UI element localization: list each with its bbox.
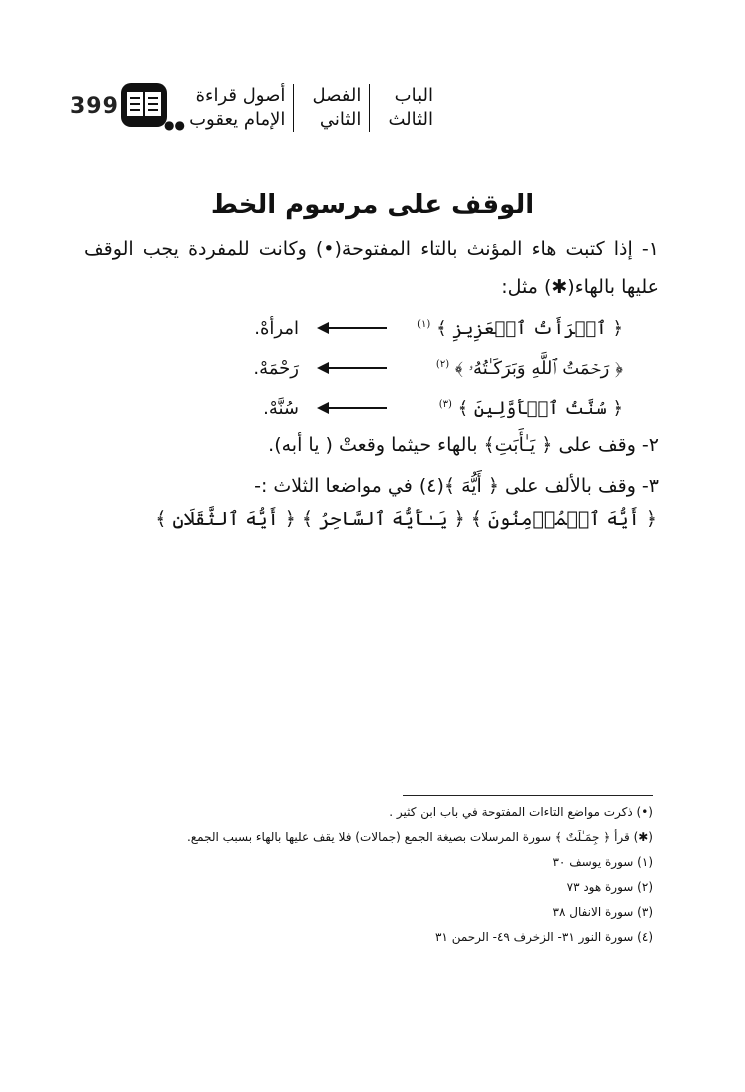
footnote-divider bbox=[403, 795, 653, 796]
book-title-line2: الإمام يعقوب bbox=[189, 109, 286, 130]
book-title-line1: أصول قراءة bbox=[195, 85, 286, 106]
verses-line: ﴿ أَيُّهَ ٱلۡمُؤۡمِنُونَ ﴾ ﴿ يَـٰأَيُّهَ ٱلسَّاحِرُ ﴾ ﴿ أَيُّهَ ٱلثَّقَلَانِ ﴾ bbox=[155, 508, 657, 530]
footnotes bbox=[93, 800, 653, 950]
footnote: (٣) سورة الانفال ٣٨ bbox=[552, 905, 653, 919]
footnote: (✱) قرأ ﴿ جِمَـٰلَتٌ ﴾ سورة المرسلات بصيغة الجمع (جمالات) فلا يقف عليها بالهاء بسبب الجمع. bbox=[186, 830, 653, 844]
running-head-chapter bbox=[369, 84, 433, 132]
footnote: (٢) سورة هود ٧٣ bbox=[566, 880, 653, 894]
pause-form: امرأهْ. bbox=[254, 317, 299, 339]
pause-form: سُنَّهْ. bbox=[263, 397, 299, 419]
decorative-dots: ●● bbox=[164, 118, 185, 132]
footnote: (١) سورة يوسف ٣٠ bbox=[552, 855, 653, 869]
rule-item-1: ١- إذا كتبت هاء المؤنث بالتاء المفتوحة(•) وكانت للمفردة يجب الوقف عليها بالهاء(✱) مثل: bbox=[84, 238, 659, 298]
page-number: 399 bbox=[70, 94, 119, 119]
running-head bbox=[171, 84, 433, 132]
rule-item-3: ٣- وقف بالألف على ﴿ أَيُّهَ ﴾(٤) في مواضعا الثلاث :- bbox=[254, 475, 659, 497]
quran-example: ﴿ رَحۡمَتُ ٱللَّهِ وَبَرَكَـٰتُهُۥ ﴾ $^{(٢)}$ bbox=[435, 357, 623, 379]
chapter-label: الباب bbox=[394, 85, 433, 106]
book-icon bbox=[118, 80, 170, 130]
quran-example: ﴿ ٱمۡرَأَتُ ٱلۡعَزِيزِ ﴾ $^{(١)}$ bbox=[417, 317, 623, 339]
quran-example: ﴿ سُنَّتُ ٱلۡأَوَّلِينَ ﴾ $^{(٣)}$ bbox=[438, 397, 623, 419]
arrow-icon bbox=[317, 401, 387, 415]
chapter-value: الثالث bbox=[388, 109, 433, 130]
footnote: (•) ذكرت مواضع التاءات المفتوحة في باب ابن كثير . bbox=[389, 805, 653, 819]
running-head-book bbox=[171, 84, 285, 132]
arrow-icon bbox=[317, 321, 387, 335]
example-row-2 bbox=[123, 350, 623, 386]
footnote: (٤) سورة النور ٣١- الزخرف ٤٩- الرحمن ٣١ bbox=[434, 930, 653, 944]
example-row-3 bbox=[123, 390, 623, 426]
running-head-section bbox=[293, 84, 361, 132]
section-label: الفصل bbox=[312, 85, 362, 106]
pause-form: رَحْمَهْ. bbox=[253, 357, 299, 379]
section-title: الوقف على مرسوم الخط bbox=[210, 190, 535, 220]
example-row-1 bbox=[123, 310, 623, 346]
arrow-icon bbox=[317, 361, 387, 375]
section-value: الثاني bbox=[319, 109, 362, 130]
rule-item-2: ٢- وقف على ﴿ يَـٰأَبَتِ﴾ بالهاء حيثما وقعتْ ( يا أبه). bbox=[268, 434, 659, 456]
